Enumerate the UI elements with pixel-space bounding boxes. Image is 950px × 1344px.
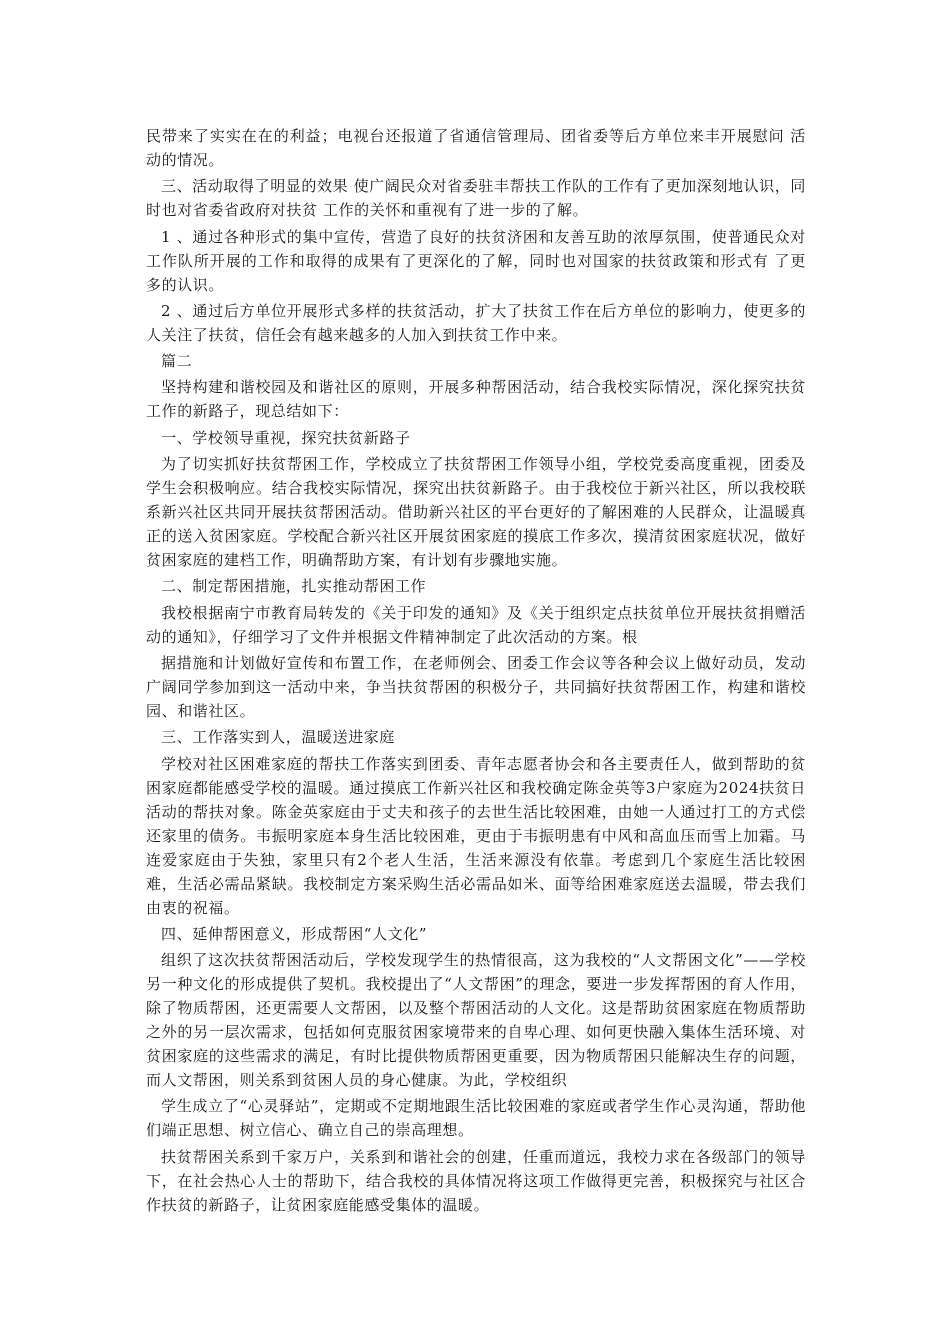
paragraph: 为了切实抓好扶贫帮困工作，学校成立了扶贫帮困工作领导小组，学校党委高度重视，团委及学生会积极响应。结合我校实际情况，探究出扶贫新路子。由于我校位于新兴社区，所以我校联系新兴社区共同开展扶贫帮困活动。借助新兴社区的平台更好的了解困难的人民群众，让温暖真正的送入贫困家庭。学校配合新兴社区开展贫困家庭的摸底工作多次，摸清贫困家庭状况，做好贫困家庭的建档工作，明确帮助方案，有计划有步骤地实施。 <box>146 455 806 570</box>
section-heading: 二、制定帮困措施，扎实推动帮困工作 <box>161 577 427 596</box>
paragraph: 民带来了实实在在的利益；电视台还报道了省通信管理局、团省委等后方单位来丰开展慰问 活动的情况。 <box>146 127 806 169</box>
part-heading: 篇二 <box>161 352 193 371</box>
paragraph: 2 、通过后方单位开展形式多样的扶贫活动，扩大了扶贫工作在后方单位的影响力，使更多的人关注了扶贫，信任会有越来越多的人加入到扶贫工作中来。 <box>146 301 806 344</box>
section-heading: 三、活动取得了明显的效果 使广阔民众对省委驻丰帮扶工作队的工作有了更加深刻地认识，同时也对省委省政府对扶贫 工作的关怀和重视有了进一步的了解。 <box>146 177 806 220</box>
paragraph: 组织了这次扶贫帮困活动后，学校发现学生的热情很高，这为我校的“人文帮困文化”——学校另一种文化的形成提供了契机。我校提出了“人文帮困”的理念，要进一步发挥帮困的育人作用，除了物质帮困，还更需要人文帮困，以及整个帮困活动的人文化。这是帮助贫困家庭在物质帮助之外的另一层次需求，包括如何克服贫困家境带来的自卑心理、如何更快融入集体生活环境、对贫困家庭的这些需求的满足，有时比提供物质帮困更重要，因为物质帮困只能解决生存的问题，而人文帮困，则关系到贫困人员的身心健康。为此，学校组织 <box>146 951 806 1090</box>
paragraph: 扶贫帮困关系到千家万户，关系到和谐社会的创建，任重而道远，我校力求在各级部门的领导下，在社会热心人士的帮助下，结合我校的具体情况将这项工作做得更完善，积极探究与社区合作扶贫的新路子，让贫困家庭能感受集体的温暖。 <box>146 1147 806 1214</box>
section-heading: 一、学校领导重视，探究扶贫新路子 <box>161 428 411 447</box>
paragraph: 据措施和计划做好宣传和布置工作，在老师例会、团委工作会议等各种会议上做好动员，发动广阔同学参加到这一活动中来，争当扶贫帮困的积极分子，共同搞好扶贫帮困工作，构建和谐校园、和谐社区。 <box>146 653 806 720</box>
document-page <box>146 124 806 1219</box>
paragraph: 我校根据南宁市教育局转发的《关于印发的通知》及《关于组织定点扶贫单位开展扶贫捐赠活动的通知》，仔细学习了文件并根据文件精神制定了此次活动的方案。根 <box>146 603 806 646</box>
section-heading: 四、延伸帮困意义，形成帮困“人文化” <box>161 924 428 943</box>
paragraph: 学校对社区困难家庭的帮扶工作落实到团委、青年志愿者协会和各主要责任人，做到帮助的贫困家庭都能感受学校的温暖。通过摸底工作新兴社区和我校确定陈金英等3户家庭为2024扶贫日活动的帮扶对象。陈金英家庭由于丈夫和孩子的去世生活比较困难，由她一人通过打工的方式偿还家里的债务。韦振明家庭本身生活比较困难，更由于韦振明患有中风和高血压而雪上加霜。马连爱家庭由于失独，家里只有2个老人生活，生活来源没有依靠。考虑到几个家庭生活比较困难，生活必需品紧缺。我校制定方案采购生活必需品如米、面等给困难家庭送去温暖，带去我们由衷的祝福。 <box>146 754 806 917</box>
paragraph: 学生成立了“心灵驿站”，定期或不定期地跟生活比较困难的家庭或者学生作心灵沟通，帮助他们端正思想、树立信心、确立自己的崇高理想。 <box>146 1097 806 1140</box>
section-heading: 三、工作落实到人，温暖送进家庭 <box>161 728 396 747</box>
paragraph: 坚持构建和谐校园及和谐社区的原则，开展多种帮困活动，结合我校实际情况，深化探究扶贫工作的新路子，现总结如下： <box>146 378 806 421</box>
paragraph: 1 、通过各种形式的集中宣传，营造了良好的扶贫济困和友善互助的浓厚氛围，使普通民众对工作队所开展的工作和取得的成果有了更深化的了解，同时也对国家的扶贫政策和形式有 了更多的认识。 <box>146 227 806 294</box>
